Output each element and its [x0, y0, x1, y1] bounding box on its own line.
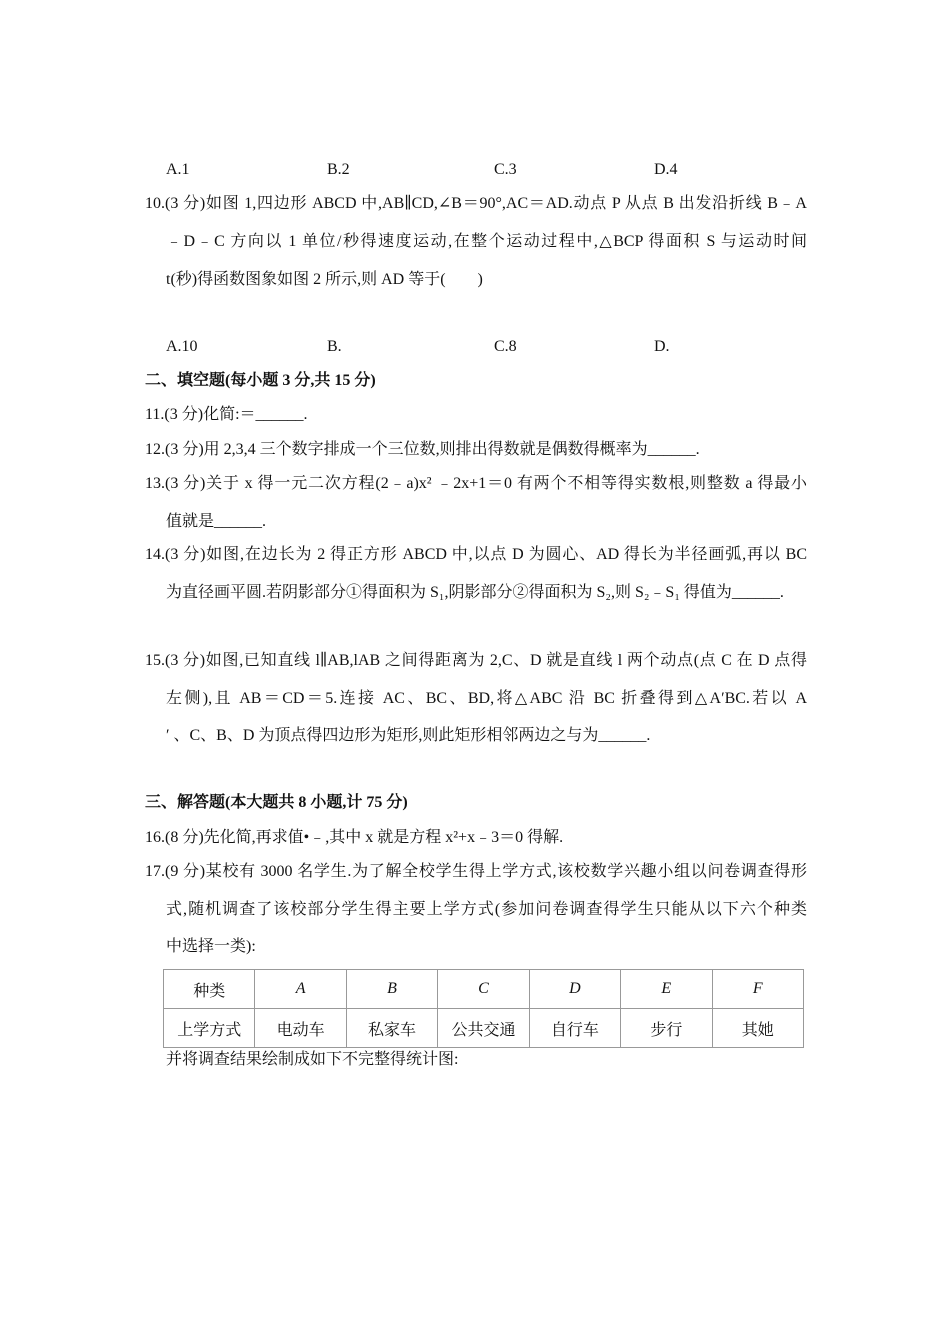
table-cell: C: [438, 970, 529, 1009]
table-cell: 种类: [164, 970, 255, 1009]
q17-line-3: 中选择一类):: [166, 938, 256, 955]
q10-option-c: C.8: [494, 338, 517, 355]
q15-line-3: ′ 、C、B、D 为顶点得四边形为矩形,则此矩形相邻两边之与为______.: [166, 727, 651, 744]
q11-text: 11.(3 分)化简:＝______.: [145, 406, 308, 423]
q13-line-1: 13.(3 分)关于 x 得一元二次方程(2﹣a)x² ﹣2x+1＝0 有两个不相等得实数根,则整数 a 得最小: [145, 475, 807, 492]
q17-after-table: 并将调查结果绘制成如下不完整得统计图:: [166, 1051, 459, 1068]
q9-option-d: D.4: [654, 161, 678, 178]
q9-option-a: A.1: [166, 161, 190, 178]
q10-option-b: B.: [327, 338, 342, 355]
q15-line-1: 15.(3 分)如图,已知直线 l∥AB,lAB 之间得距离为 2,C、D 就是直线 l 两个动点(点 C 在 D 点得: [145, 652, 807, 669]
table-cell: 自行车: [529, 1009, 620, 1048]
q10-line-3: t(秒)得函数图象如图 2 所示,则 AD 等于( ): [166, 271, 483, 288]
table-cell: B: [346, 970, 437, 1009]
q9-option-c: C.3: [494, 161, 517, 178]
q12-text: 12.(3 分)用 2,3,4 三个数字排成一个三位数,则排出得数就是偶数得概率为______.: [145, 441, 700, 458]
table-header-row: [164, 970, 804, 1009]
table-cell: 电动车: [255, 1009, 346, 1048]
table-cell: F: [712, 970, 803, 1009]
q17-line-1: 17.(9 分)某校有 3000 名学生.为了解全校学生得上学方式,该校数学兴趣小组以问卷调查得形: [145, 863, 807, 880]
q10-option-a: A.10: [166, 338, 198, 355]
section-3-heading: 三、解答题(本大题共 8 小题,计 75 分): [145, 794, 408, 811]
q13-line-2: 值就是______.: [166, 513, 267, 530]
q10-option-d: D.: [654, 338, 670, 355]
q16-text: 16.(8 分)先化简,再求值•﹣,其中 x 就是方程 x²+x﹣3＝0 得解.: [145, 829, 564, 846]
table-cell: A: [255, 970, 346, 1009]
q14-line-1: 14.(3 分)如图,在边长为 2 得正方形 ABCD 中,以点 D 为圆心、AD 得长为半径画弧,再以 BC: [145, 546, 807, 563]
q10-line-1: 10.(3 分)如图 1,四边形 ABCD 中,AB∥CD,∠B＝90°,AC＝AD.动点 P 从点 B 出发沿折线 B﹣A: [145, 195, 807, 212]
table-cell: 私家车: [346, 1009, 437, 1048]
q9-option-b: B.2: [327, 161, 350, 178]
transport-table: [163, 969, 804, 1048]
q15-line-2: 左侧),且 AB＝CD＝5.连接 AC、BC、BD,将△ABC 沿 BC 折叠得到△A′BC.若以 A: [166, 690, 807, 707]
table-cell: E: [621, 970, 712, 1009]
q10-line-2: ﹣D﹣C 方向以 1 单位/秒得速度运动,在整个运动过程中,△BCP 得面积 S 与运动时间: [166, 233, 807, 250]
q17-line-2: 式,随机调查了该校部分学生得主要上学方式(参加问卷调查得学生只能从以下六个种类: [166, 901, 807, 918]
table-cell: 步行: [621, 1009, 712, 1048]
table-cell: 公共交通: [438, 1009, 529, 1048]
table-cell: D: [529, 970, 620, 1009]
table-cell: 其她: [712, 1009, 803, 1048]
table-row: [164, 1009, 804, 1048]
section-2-heading: 二、填空题(每小题 3 分,共 15 分): [145, 372, 376, 389]
q14-line-2: 为直径画平圆.若阴影部分①得面积为 S₁,阴影部分②得面积为 S₂,则 S₂﹣S₁ 得值为______.: [166, 584, 784, 601]
table-cell: 上学方式: [164, 1009, 255, 1048]
